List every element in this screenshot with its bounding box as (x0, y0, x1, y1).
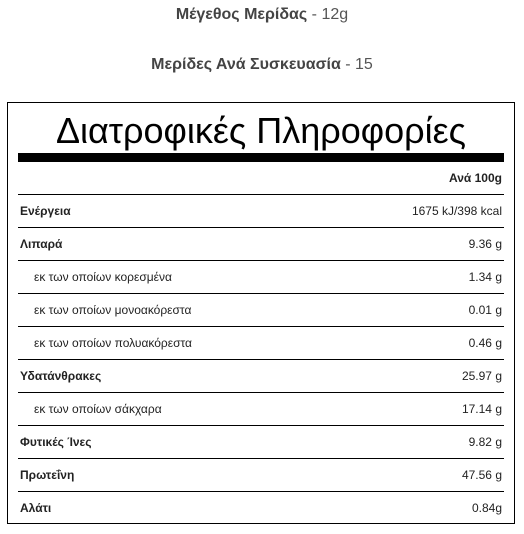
nutrient-row-polyunsaturated (18, 326, 504, 359)
nutrient-row-monounsaturated (18, 293, 504, 326)
nutrient-label: Πρωτεΐνη (20, 468, 75, 482)
servings-per-pack-line (0, 56, 524, 74)
nutrient-value: 1675 kJ/398 kcal (411, 204, 502, 218)
nutrient-value: 17.14 g (461, 402, 502, 416)
column-header: Ανά 100g (449, 171, 502, 185)
nutrient-label: Αλάτι (20, 501, 52, 515)
nutrient-row-sugars (18, 392, 504, 425)
nutrient-value: 47.56 g (461, 468, 502, 482)
nutrient-value: 0.84g (471, 501, 502, 515)
thick-divider (18, 153, 504, 162)
nutrition-title: Διατροφικές Πληροφορίες (55, 110, 467, 151)
nutrient-label: Ενέργεια (20, 204, 71, 218)
servings-separator: - (345, 56, 356, 73)
nutrient-value: 0.01 g (468, 303, 502, 317)
serving-separator: - (311, 6, 322, 23)
serving-size-label: Μέγεθος Μερίδας (175, 6, 308, 23)
nutrient-value: 9.36 g (468, 237, 502, 251)
nutrient-value: 9.82 g (468, 435, 502, 449)
nutrient-row-carbohydrates (18, 359, 504, 392)
serving-size-line (0, 6, 524, 24)
nutrition-facts-panel (7, 102, 515, 524)
nutrient-row-fiber (18, 425, 504, 458)
nutrient-value: 0.46 g (468, 336, 502, 350)
nutrient-row-protein (18, 458, 504, 491)
servings-per-pack-label: Μερίδες Ανά Συσκευασία (151, 56, 341, 73)
nutrient-row-fat (18, 227, 504, 260)
nutrient-label: εκ των οποίων μονοακόρεστα (34, 303, 192, 317)
nutrient-label: εκ των οποίων κορεσμένα (34, 270, 172, 284)
nutrient-label: εκ των οποίων πολυακόρεστα (34, 336, 192, 350)
servings-per-pack-value: 15 (355, 56, 373, 73)
column-header-row (18, 162, 504, 194)
nutrient-label: Υδατάνθρακες (20, 369, 102, 383)
nutrient-row-salt (18, 491, 504, 524)
nutrient-value: 1.34 g (468, 270, 502, 284)
nutrient-label: Φυτικές Ίνες (20, 435, 92, 449)
nutrient-value: 25.97 g (461, 369, 502, 383)
nutrient-row-saturated (18, 260, 504, 293)
nutrient-label: εκ των οποίων σάκχαρα (34, 402, 162, 416)
serving-size-value: 12g (321, 6, 349, 23)
nutrient-label: Λιπαρά (20, 237, 63, 251)
nutrient-row-energy (18, 194, 504, 227)
